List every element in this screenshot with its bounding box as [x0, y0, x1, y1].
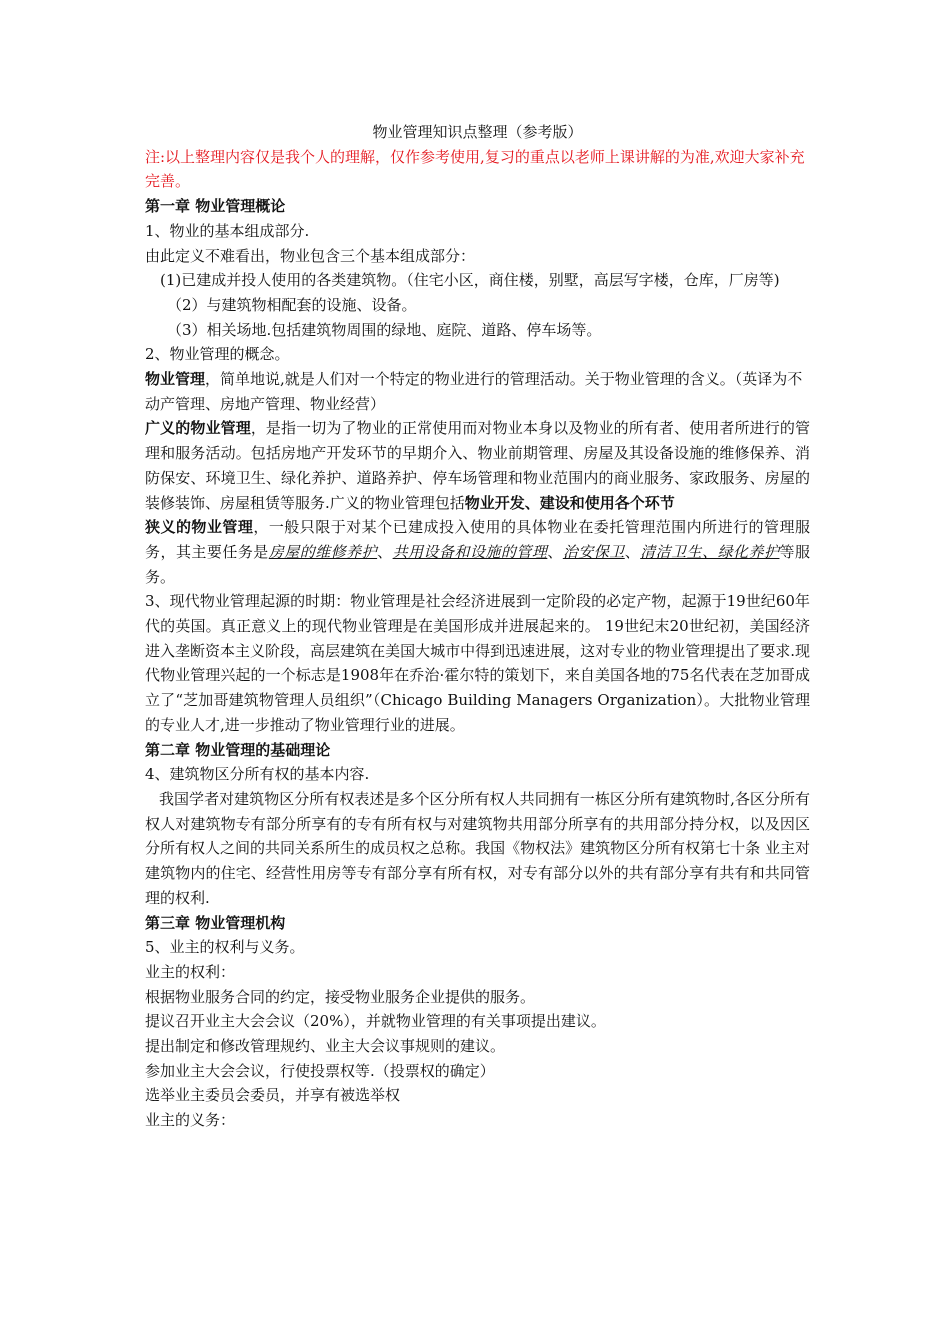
definition-paragraph	[145, 367, 810, 416]
separator: 、	[624, 542, 641, 561]
broad-text: ，是指一切为了物业的正常使用而对物业本身以及物业的所有者、使用者所进行的管理和服务活动。包括房地产开发环节的早期介入、物业前期管理、房屋及其设备设施的维修保养、消防保安、环境卫生、绿化养护、道路养护、停车场管理和物业范围内的商业服务、家政服务、房屋的装修装饰、房屋租赁等服务.广义的物业管理包括	[145, 419, 810, 512]
narrow-text: ，一般只限于对某个已建成投入使用的具体物业在委托管理范围内所进行的管理服务，其主要任务是	[145, 518, 810, 561]
narrow-task-2: 共用设备和设施的管理	[392, 542, 548, 561]
chapter-3-heading: 第三章 物业管理机构	[145, 913, 286, 932]
separator: 、	[377, 542, 393, 561]
question-3-paragraph: 3、现代物业管理起源的时期：物业管理是社会经济进展到一定阶段的必定产物，起源于19世纪60年代的英国。真正意义上的现代物业管理是在美国形成并进展起来的。 19世纪末20世纪初，美国经济进入垄断资本主义阶段，高层建筑在美国大城市中得到迅速进展，这对专业的物业管理提出了要求.现代物业管理兴起的一个标志是1908年在乔治·霍尔特的策划下，来自美国各地的75名代表在芝加哥成立了“芝加哥建筑物管理人员组织”（Chicago Building Managers Organization）。大批物业管理的专业人才,进一步推动了物业管理行业的进展。	[145, 592, 810, 734]
question-4: 4、建筑物区分所有权的基本内容.	[145, 765, 370, 784]
list-item-2: （2）与建筑物相配套的设施、设备。	[167, 295, 417, 314]
separator: 、	[547, 542, 563, 561]
question-5: 5、业主的权利与义务。	[145, 938, 305, 957]
right-item-4: 参加业主大会会议，行使投票权等.（投票权的确定）	[145, 1061, 495, 1080]
note-paragraph: 注:以上整理内容仅是我个人的理解，仅作参考使用,复习的重点以老师上课讲解的为准,欢迎大家补充完善。	[145, 147, 805, 191]
duties-title: 业主的义务：	[145, 1111, 236, 1130]
right-item-2: 提议召开业主大会会议（20%），并就物业管理的有关事项提出建议。	[145, 1012, 606, 1031]
question-2: 2、物业管理的概念。	[145, 345, 290, 364]
list-item-1: (1)已建成并投人使用的各类建筑物。（住宅小区，商住楼，别墅，高层写字楼，仓库，厂房等)	[160, 271, 780, 290]
document-title: 物业管理知识点整理（参考版）	[372, 123, 583, 141]
right-item-1: 根据物业服务合同的约定，接受物业服务企业提供的服务。	[145, 987, 536, 1006]
narrow-term: 狭义的物业管理	[145, 518, 254, 537]
narrow-task-1: 房屋的维修养护	[268, 542, 378, 561]
broad-bold-text: 物业开发、建设和使用各个环节	[464, 493, 675, 512]
narrow-end: 等服务。	[145, 542, 810, 586]
rights-title: 业主的权利：	[145, 962, 236, 981]
definition-text: ，简单地说,就是人们对一个特定的物业进行的管理活动。关于物业管理的含义。（英译为不动产管理、房地产管理、物业经营）	[145, 370, 803, 413]
question-1: 1、物业的基本组成部分.	[145, 221, 310, 240]
ownership-paragraph: 我国学者对建筑物区分所有权表述是多个区分所有权人共同拥有一栋区分所有建筑物时,各区分所有权人对建筑物专有部分所享有的专有所有权与对建筑物共用部分所享有的共用部分持分权，以及因区分所有权人之间的共同关系所生的成员权之总称。我国《物权法》建筑物区分所有权第七十条 业主对建筑物内的住宅、经营性用房等专有部分享有所有权，对专有部分以外的共有部分享有共有和共同管理的权利.	[145, 789, 810, 907]
intro-text: 由此定义不难看出，物业包含三个基本组成部分：	[145, 246, 476, 265]
definition-term: 物业管理	[145, 370, 206, 389]
broad-term: 广义的物业管理	[145, 419, 251, 438]
narrow-definition-paragraph	[145, 515, 810, 589]
right-item-5: 选举业主委员会委员，并享有被选举权	[145, 1086, 401, 1105]
chapter-2-heading: 第二章 物业管理的基础理论	[145, 740, 331, 759]
list-item-3: （3）相关场地.包括建筑物周围的绿地、庭院、道路、停车场等。	[167, 320, 602, 339]
narrow-task-4: 清洁卫生、绿化养护	[640, 542, 780, 561]
right-item-3: 提出制定和修改管理规约、业主大会议事规则的建议。	[145, 1037, 506, 1056]
broad-definition-paragraph	[145, 416, 810, 515]
narrow-task-3: 治安保卫	[562, 542, 625, 561]
chapter-1-heading: 第一章 物业管理概论	[145, 197, 286, 216]
